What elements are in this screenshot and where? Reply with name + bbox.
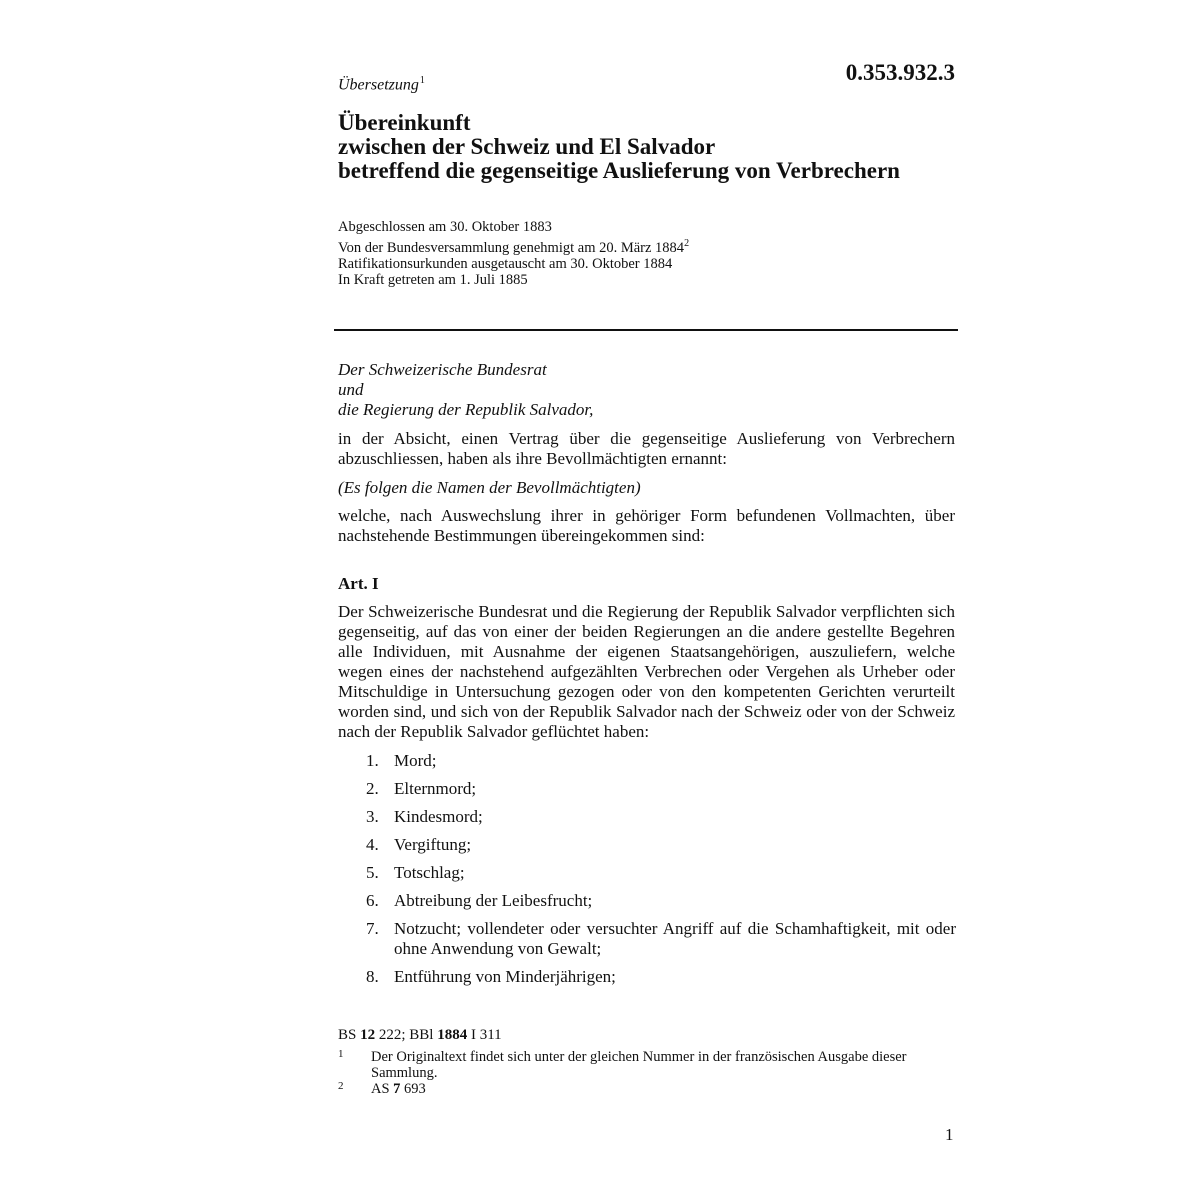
- page-number: 1: [945, 1125, 954, 1144]
- list-item: 7. Notzucht; vollendeter oder versuchter Angriff auf die Schamhaftigkeit, mit oder ohne Anwendung von Gewalt;: [366, 919, 956, 958]
- document-metadata: [338, 219, 689, 289]
- document-number: 0.353.932.3: [845, 60, 955, 85]
- party-2: die Regierung der Republik Salvador,: [338, 400, 594, 419]
- source-reference: BS 12 222; BBl 1884 I 311: [338, 1027, 502, 1043]
- offense-list: [366, 751, 956, 995]
- footnote-ref-1[interactable]: 1: [419, 75, 425, 86]
- preamble-intent: in der Absicht, einen Vertrag über die gegenseitige Auslieferung von Verbrechern abzuschliessen, haben als ihre Bevollmächtigten ernannt:: [338, 429, 955, 468]
- list-item: 2. Elternmord;: [366, 779, 477, 798]
- party-1: Der Schweizerische Bundesrat: [338, 360, 547, 379]
- footnote-ref-2[interactable]: 2: [684, 237, 690, 249]
- title-line-1: Übereinkunft: [338, 110, 471, 135]
- footnote-number: 2: [338, 1080, 344, 1092]
- title-line-2: zwischen der Schweiz und El Salvador: [338, 134, 716, 159]
- horizontal-divider: [334, 329, 958, 331]
- list-item: 6. Abtreibung der Leibesfrucht;: [366, 891, 593, 910]
- list-item: 3. Kindesmord;: [366, 807, 483, 826]
- footnote-1: [338, 1049, 938, 1081]
- party-conjunction: und: [338, 380, 364, 399]
- footnote-number: 1: [338, 1048, 344, 1060]
- footnote-text: AS 7 693: [371, 1081, 426, 1097]
- translation-label: Übersetzung$^1$: [338, 75, 425, 94]
- concluded-date: Abgeschlossen am 30. Oktober 1883: [338, 219, 552, 235]
- article-heading: Art. I: [338, 574, 379, 593]
- title-line-3: betreffend die gegenseitige Auslieferung von Verbrechern: [338, 158, 900, 183]
- approval-date: Von der Bundesversammlung genehmigt am 20. März 1884$^2$: [338, 237, 690, 256]
- list-item: 4. Vergiftung;: [366, 835, 472, 854]
- preamble-agreement: welche, nach Auswechslung ihrer in gehöriger Form befundenen Vollmachten, über nachstehende Bestimmungen übereingekommen sind:: [338, 506, 955, 545]
- in-force-date: In Kraft getreten am 1. Juli 1885: [338, 272, 528, 289]
- article-text: Der Schweizerische Bundesrat und die Regierung der Republik Salvador verpflichten sich gegenseitig, auf das von einer der beiden Regierungen an die andere gestellte Begehren alle Individuen, mit Ausnahme der eigenen Staatsangehörigen, auszuliefern, welche wegen eines der nachstehend aufgezählten Verbrechen oder Vergehen als Urheber oder Mitschuldige in Untersuchung gezogen oder von den kompetenten Gerichten verurteilt worden sind, und sich von der Republik Salvador nach der Schweiz oder von der Schweiz nach der Republik Salvador geflüchtet haben:: [338, 602, 955, 741]
- list-item: 8. Entführung von Minderjährigen;: [366, 967, 616, 986]
- list-item: 5. Totschlag;: [366, 863, 465, 882]
- document-title: [338, 111, 900, 183]
- footnote-2: [338, 1081, 938, 1097]
- ratification-date: Ratifikationsurkunden ausgetauscht am 30. Oktober 1884: [338, 255, 673, 272]
- footnote-text: Der Originaltext findet sich unter der gleichen Nummer in der französischen Ausgabe dieser Sammlung.: [371, 1049, 907, 1081]
- list-item: 1. Mord;: [366, 751, 437, 770]
- preamble-parties: [338, 360, 955, 420]
- plenipotentiaries-note: (Es folgen die Namen der Bevollmächtigten): [338, 478, 641, 497]
